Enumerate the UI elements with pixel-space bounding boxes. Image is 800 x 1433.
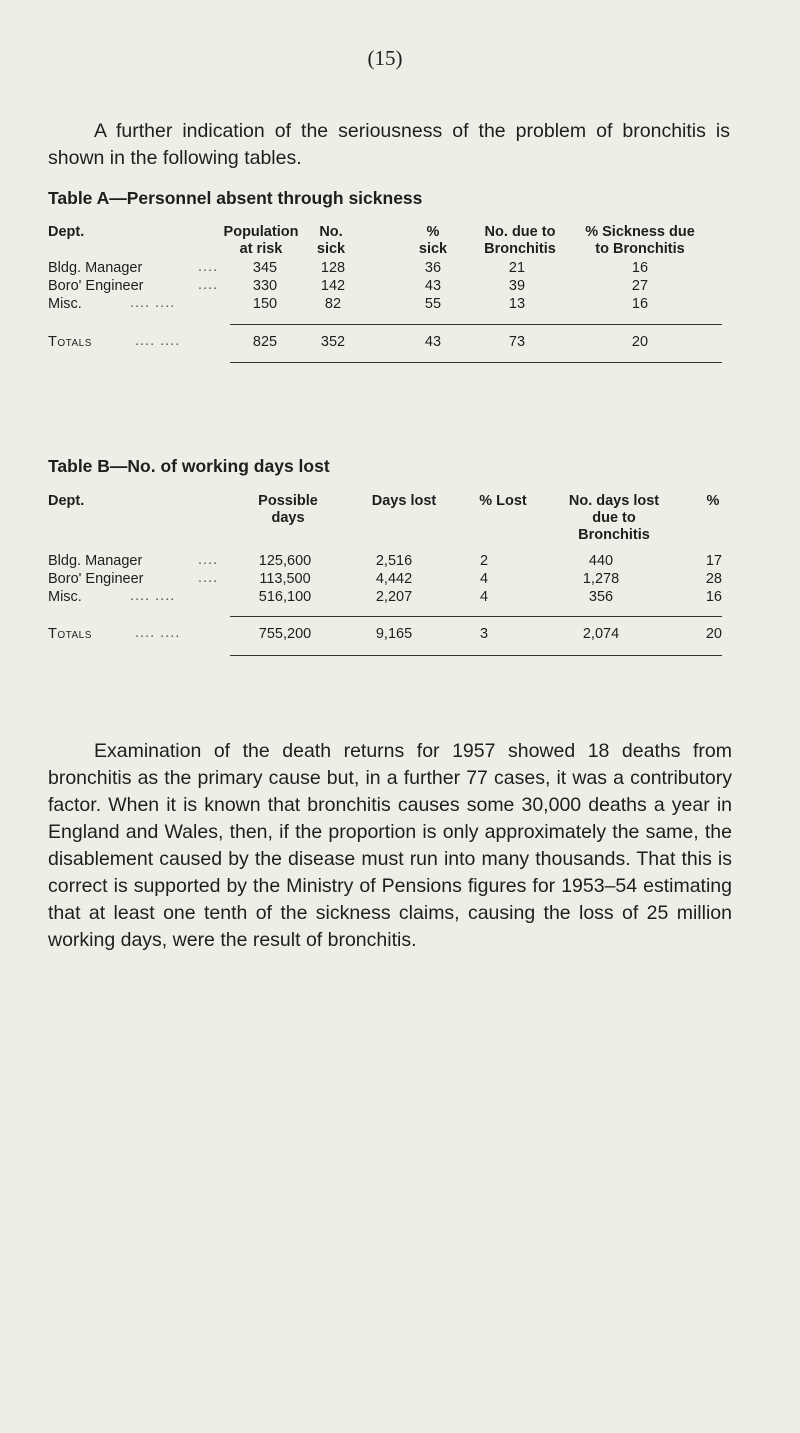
table-b-row-1-possible-days: 125,600 — [258, 553, 312, 569]
table-a-row-1-population: 345 — [252, 260, 278, 276]
table-b-row-1-pct-lost: 2 — [479, 553, 489, 569]
table-b-rule-bottom — [230, 655, 722, 656]
table-b-row-2-dept: Boro' Engineer — [48, 571, 144, 587]
table-a-row-3-population: 150 — [252, 296, 278, 312]
table-a-header-dept: Dept. — [48, 224, 85, 240]
table-b-header-possible-days: Possible days — [258, 493, 318, 526]
table-b-row-2-pct: 28 — [705, 571, 722, 587]
table-a-totals-no-sick: 352 — [320, 334, 346, 350]
table-a-row-3-pct-bronchitis: 16 — [631, 296, 649, 312]
table-a-row-3-dept: Misc. — [48, 296, 82, 312]
intro-paragraph: A further indication of the seriousness of the problem of bronchitis is shown in the following tables. — [48, 120, 730, 169]
table-a-row-1-bronchitis: 21 — [508, 260, 526, 276]
table-b-totals-possible-days: 755,200 — [258, 626, 312, 642]
table-a-row-2-no-sick: 142 — [320, 278, 346, 294]
table-b-totals-pct: 20 — [705, 626, 722, 642]
table-a-header-pct-bronchitis: % Sickness due to Bronchitis — [585, 224, 695, 257]
page-number: (15) — [367, 46, 403, 70]
table-a-totals-pct-sick: 43 — [424, 334, 442, 350]
table-a-title: Table A—Personnel absent through sickness — [48, 188, 423, 208]
table-b-row-3-pct: 16 — [705, 589, 722, 605]
table-b-header-days-lost: Days lost — [371, 493, 437, 509]
table-a-row-2-pct-bronchitis: 27 — [631, 278, 649, 294]
table-a-rule-bottom — [230, 362, 722, 363]
table-b-row-1-days-lost: 2,516 — [375, 553, 413, 569]
table-a-row-1-no-sick: 128 — [320, 260, 346, 276]
table-a-header-no-sick: No. sick — [316, 224, 346, 257]
table-a-totals-pct-bronchitis: 20 — [631, 334, 649, 350]
table-b-totals-pct-lost: 3 — [479, 626, 489, 642]
table-b-header-days-bronchitis: No. days lost due to Bronchitis — [568, 493, 660, 543]
table-a-totals-bronchitis: 73 — [508, 334, 526, 350]
table-b-row-2-pct-lost: 4 — [479, 571, 489, 587]
table-b-totals-leader: .... .... — [135, 625, 181, 641]
table-b-row-1-dept: Bldg. Manager — [48, 553, 143, 569]
table-b-header-pct-lost: % Lost — [479, 493, 527, 509]
table-b-header-dept: Dept. — [48, 493, 85, 509]
table-a-totals-label: Totals — [48, 334, 92, 350]
table-b-row-2-days-bronchitis: 1,278 — [582, 571, 620, 587]
table-b-row-3-possible-days: 516,100 — [258, 589, 312, 605]
table-b-totals-days-bronchitis: 2,074 — [582, 626, 620, 642]
table-a-header-population: Population at risk — [223, 224, 299, 257]
table-a-row-3-pct-sick: 55 — [424, 296, 442, 312]
table-a-row-2-bronchitis: 39 — [508, 278, 526, 294]
table-b-row-3-days-bronchitis: 356 — [588, 589, 614, 605]
table-a-row-2-dept: Boro' Engineer — [48, 278, 144, 294]
table-a-row-1-dept: Bldg. Manager — [48, 260, 143, 276]
table-b-header-pct: % — [706, 493, 720, 509]
closing-paragraph: Examination of the death returns for 1957 showed 18 deaths from bronchitis as the primary cause but, in a further 77 cases, it was a contributory factor. When it is known that bronchitis causes some 30,000 deaths a year in England and Wales, then, if the proportion is only approximately the same, the disablement caused by the disease must run into many thousands. That this is correct is supported by the Ministry of Pensions figures for 1953–54 estimating that at least one tenth of the sickness claims, causing the loss of 25 million working days, were the result of bronchitis. — [48, 740, 732, 951]
table-b-totals-label: Totals — [48, 626, 92, 642]
table-a-row-2-leader: .... — [198, 277, 219, 293]
table-a-row-3-leader: .... .... — [130, 295, 176, 311]
table-b-row-3-days-lost: 2,207 — [375, 589, 413, 605]
table-a-row-3-no-sick: 82 — [324, 296, 342, 312]
table-b-rule-top — [230, 616, 722, 617]
table-b-title: Table B—No. of working days lost — [48, 456, 330, 476]
table-a-row-2-pct-sick: 43 — [424, 278, 442, 294]
table-a-row-2-population: 330 — [252, 278, 278, 294]
table-a-rule-top — [230, 324, 722, 325]
table-a-row-1-pct-sick: 36 — [424, 260, 442, 276]
table-a-totals-population: 825 — [252, 334, 278, 350]
table-b-row-3-pct-lost: 4 — [479, 589, 489, 605]
table-a-row-3-bronchitis: 13 — [508, 296, 526, 312]
table-b-row-1-leader: .... — [198, 552, 219, 568]
table-b-totals-days-lost: 9,165 — [375, 626, 413, 642]
table-b-row-1-days-bronchitis: 440 — [588, 553, 614, 569]
table-a-row-1-pct-bronchitis: 16 — [631, 260, 649, 276]
table-b-row-2-leader: .... — [198, 570, 219, 586]
table-b-row-3-dept: Misc. — [48, 589, 82, 605]
table-b-row-2-days-lost: 4,442 — [375, 571, 413, 587]
table-a-row-1-leader: .... — [198, 259, 219, 275]
table-a-header-bronchitis: No. due to Bronchitis — [484, 224, 556, 257]
table-a-totals-leader: .... .... — [135, 333, 181, 349]
table-b-row-2-possible-days: 113,500 — [259, 571, 311, 587]
table-b-row-3-leader: .... .... — [130, 588, 176, 604]
table-b-row-1-pct: 17 — [705, 553, 722, 569]
table-a-header-pct-sick: % sick — [418, 224, 448, 257]
